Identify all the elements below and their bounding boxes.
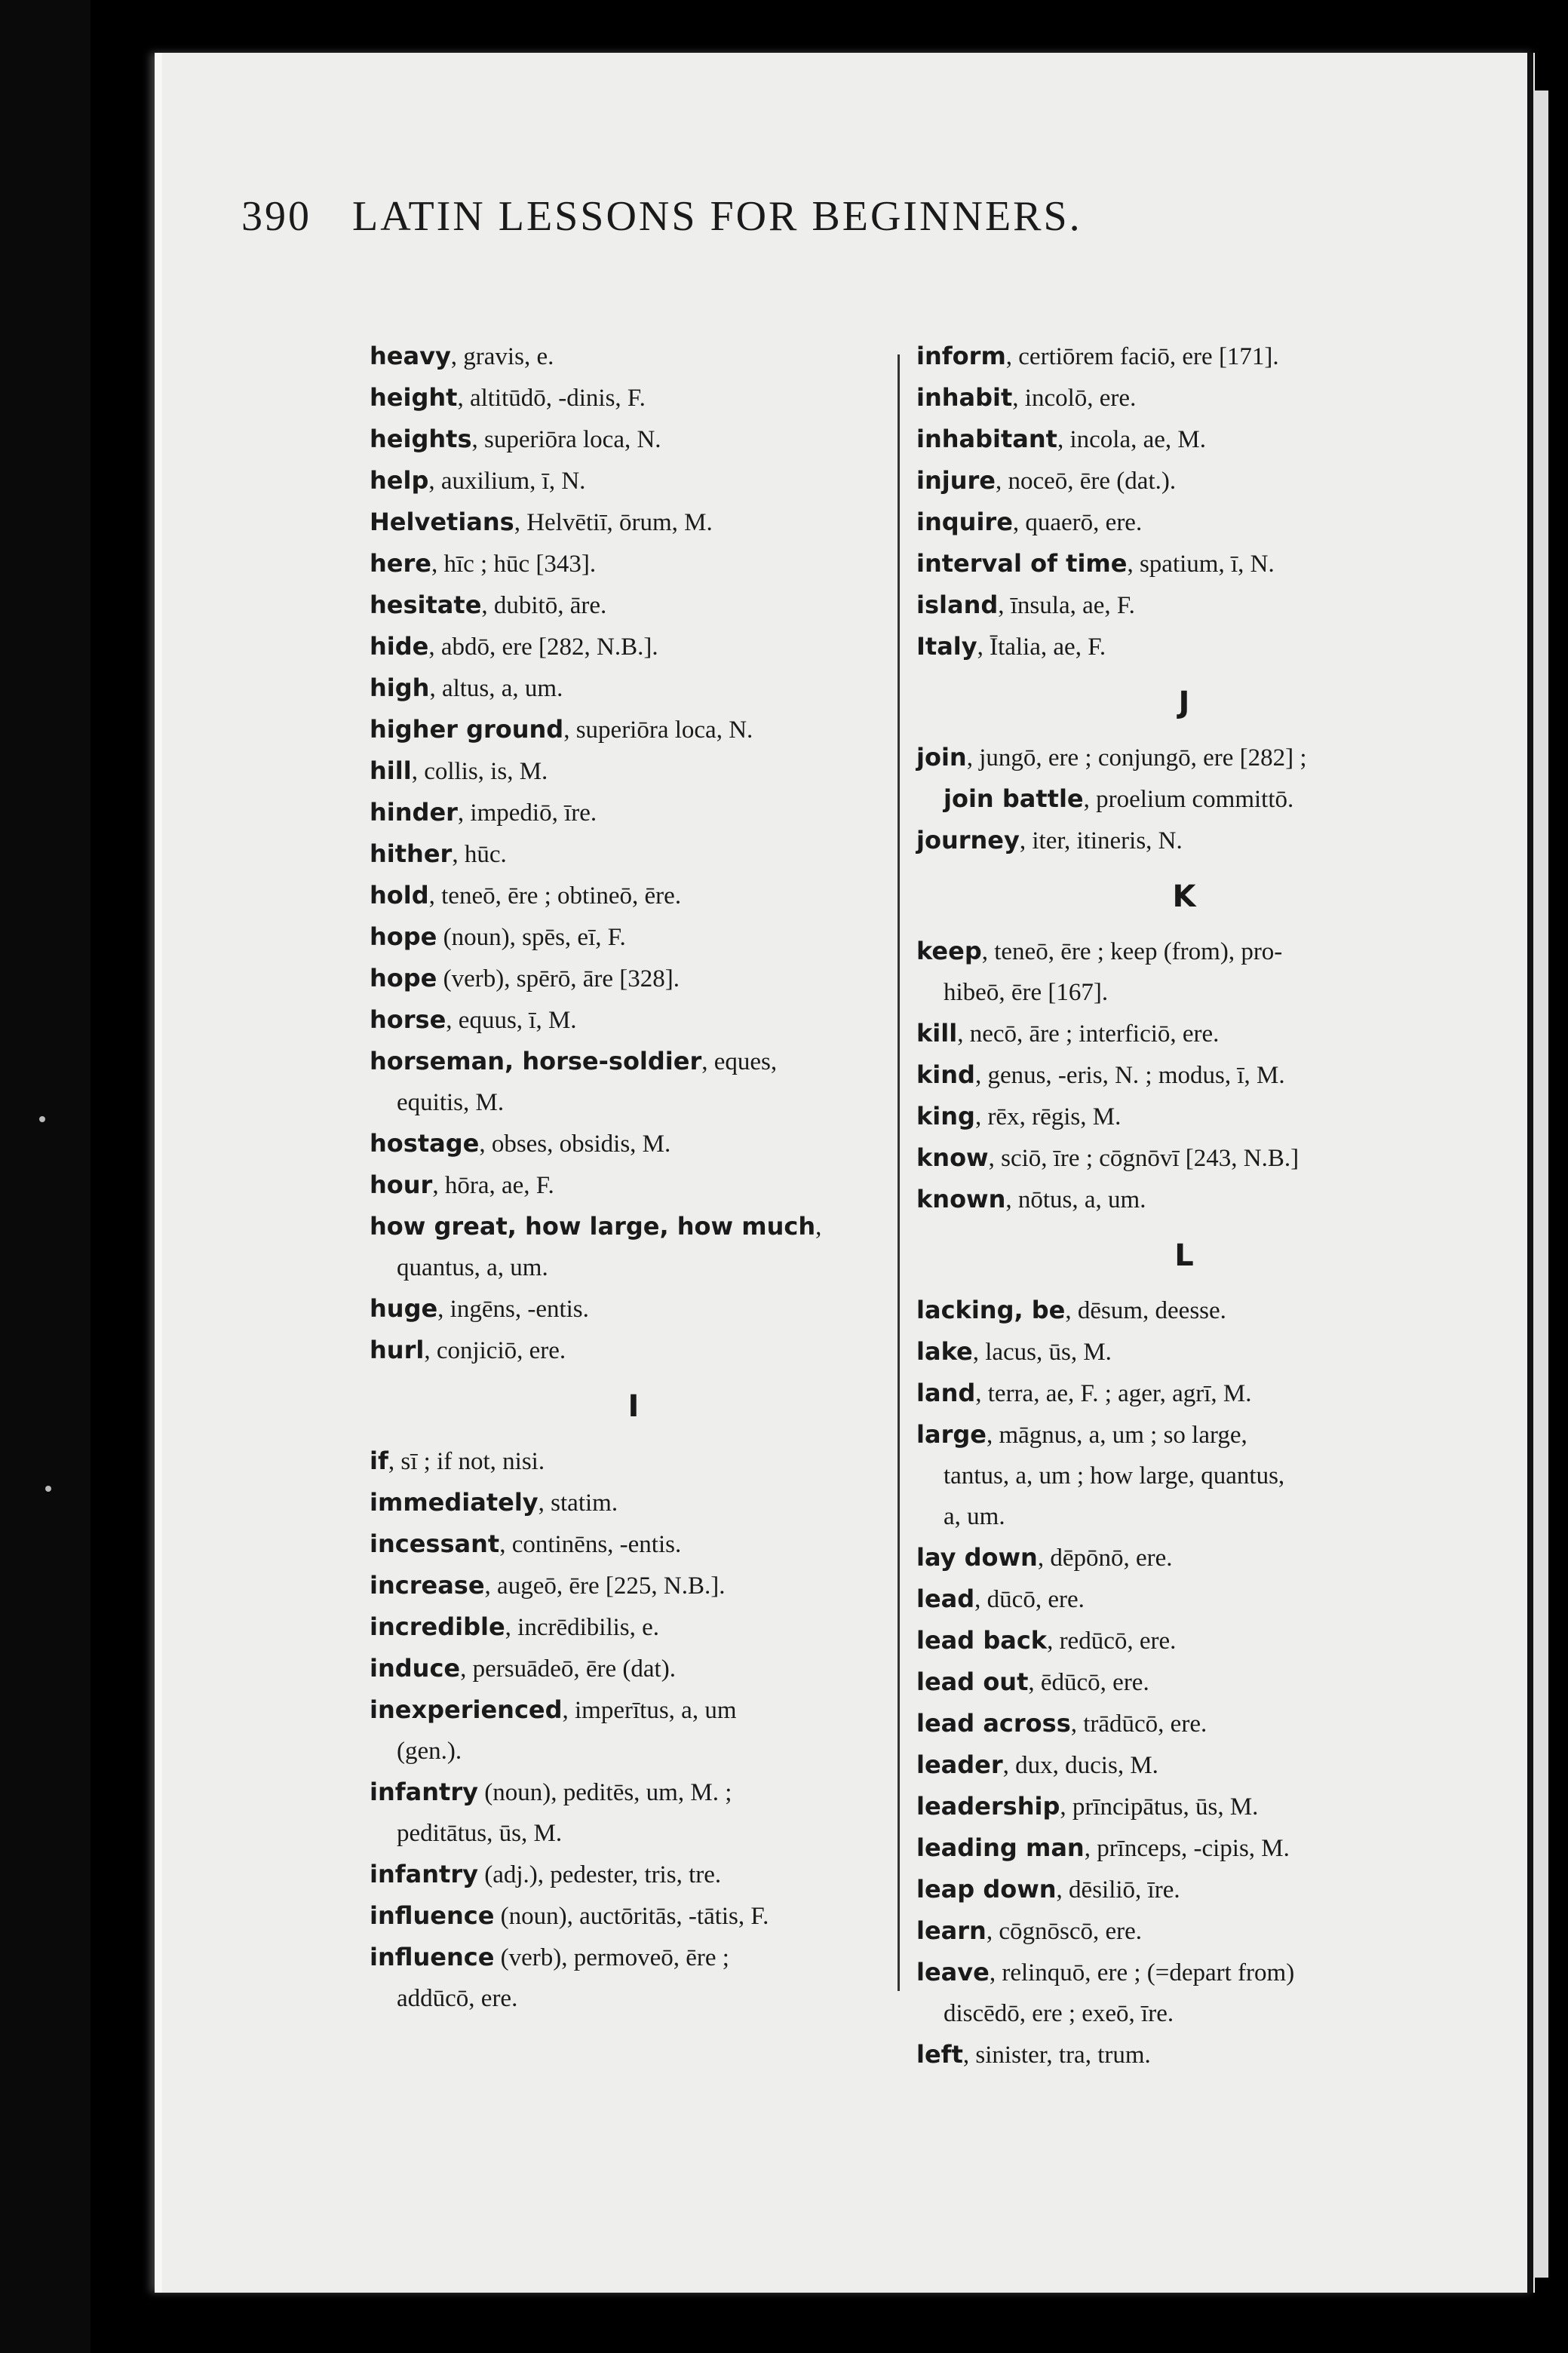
headword: how great, how large, how much bbox=[370, 1212, 816, 1241]
definition: , equus, ī, M. bbox=[446, 1007, 577, 1034]
dictionary-entry bbox=[370, 460, 898, 502]
dictionary-entry bbox=[370, 958, 898, 999]
definition: , prīnceps, -cipis, M. bbox=[1084, 1835, 1290, 1862]
headword: if bbox=[370, 1446, 388, 1475]
dictionary-entry bbox=[916, 1373, 1452, 1414]
definition: , dux, ducis, M. bbox=[1002, 1752, 1158, 1779]
headword: hide bbox=[370, 632, 429, 661]
scan-speck bbox=[39, 1116, 45, 1122]
definition: , obses, obsidis, M. bbox=[479, 1130, 671, 1158]
definition: , rēx, rēgis, M. bbox=[974, 1103, 1122, 1130]
definition: , trādūcō, ere. bbox=[1070, 1710, 1207, 1738]
dictionary-entry bbox=[370, 667, 898, 709]
dictionary-entry bbox=[370, 1689, 898, 1772]
definition: , īnsula, ae, F. bbox=[998, 592, 1135, 619]
headword: island bbox=[916, 591, 999, 619]
headword: inquire bbox=[916, 508, 1013, 536]
headword: inform bbox=[916, 342, 1006, 370]
definition: , ēdūcō, ere. bbox=[1028, 1669, 1149, 1696]
headword: horse bbox=[370, 1005, 446, 1034]
dictionary-entry bbox=[370, 1937, 898, 2019]
definition: , sinister, tra, trum. bbox=[962, 2042, 1151, 2069]
dictionary-entry bbox=[916, 377, 1452, 419]
section-letter: L bbox=[1174, 1238, 1194, 1273]
headword: lay down bbox=[916, 1543, 1038, 1572]
definition: , terra, ae, F. ; ager, agrī, M. bbox=[975, 1380, 1252, 1407]
definition: (verb), permoveō, ēre ; bbox=[494, 1944, 729, 1971]
dictionary-entry bbox=[916, 820, 1452, 861]
dictionary-entry bbox=[916, 1952, 1452, 2034]
headword: inhabitant bbox=[916, 425, 1057, 453]
section-letter: K bbox=[1172, 879, 1196, 914]
headword: high bbox=[370, 673, 430, 702]
definition: , incrēdibilis, e. bbox=[505, 1614, 660, 1641]
definition: , Ītalia, ae, F. bbox=[977, 634, 1106, 661]
dictionary-entry bbox=[370, 750, 898, 792]
dictionary-entry bbox=[370, 875, 898, 916]
headword: journey bbox=[916, 826, 1020, 854]
headword: large bbox=[916, 1420, 987, 1449]
definition: , dēsiliō, īre. bbox=[1056, 1876, 1180, 1904]
definition: , teneō, ēre ; obtineō, ēre. bbox=[428, 882, 682, 910]
dictionary-entry bbox=[916, 778, 1452, 820]
definition: , dēsum, deesse. bbox=[1065, 1297, 1226, 1324]
definition: , abdō, ere [282, N.B.]. bbox=[428, 634, 658, 661]
definition-continuation: (gen.). bbox=[397, 1738, 462, 1765]
headword: injure bbox=[916, 466, 996, 495]
definition: , cōgnōscō, ere. bbox=[986, 1918, 1142, 1945]
headword: heavy bbox=[370, 342, 451, 370]
headword: horseman, horse-soldier bbox=[370, 1047, 702, 1075]
headword: join bbox=[916, 743, 967, 772]
headword: infantry bbox=[370, 1860, 478, 1888]
page-number: 390 bbox=[241, 193, 311, 240]
dictionary-entry bbox=[370, 502, 898, 543]
dictionary-entry bbox=[370, 1164, 898, 1206]
definition: , hīc ; hūc [343]. bbox=[431, 551, 597, 578]
scan-speck bbox=[45, 1486, 51, 1492]
definition: , certiōrem faciō, ere [171]. bbox=[1005, 343, 1279, 370]
headword: hour bbox=[370, 1170, 433, 1199]
definition: , superiōra loca, N. bbox=[563, 716, 753, 744]
dictionary-entry bbox=[370, 1565, 898, 1606]
dictionary-entry bbox=[916, 1137, 1452, 1179]
dictionary-entry bbox=[916, 1869, 1452, 1910]
definition: , incolō, ere. bbox=[1012, 385, 1137, 412]
definition-continuation: quantus, a, um. bbox=[397, 1254, 548, 1281]
dictionary-entry bbox=[916, 737, 1452, 778]
headword: interval of time bbox=[916, 549, 1128, 578]
headword: keep bbox=[916, 937, 982, 965]
dictionary-entry bbox=[370, 792, 898, 833]
running-title: LATIN LESSONS FOR BEGINNERS. bbox=[352, 193, 1082, 240]
definition: , proelium committō. bbox=[1083, 786, 1294, 813]
definition: , auxilium, ī, N. bbox=[428, 468, 586, 495]
dictionary-entry bbox=[370, 1523, 898, 1565]
headword: hope bbox=[370, 964, 437, 992]
dictionary-entry bbox=[916, 1620, 1452, 1661]
definition: (verb), spērō, āre [328]. bbox=[437, 965, 680, 992]
definition: , necō, āre ; interficiō, ere. bbox=[957, 1020, 1220, 1048]
headword: leadership bbox=[916, 1792, 1060, 1821]
headword: kill bbox=[916, 1019, 958, 1048]
headword: leap down bbox=[916, 1875, 1057, 1904]
dictionary-entry bbox=[916, 1179, 1452, 1220]
headword: inhabit bbox=[916, 383, 1013, 412]
definition-continuation: a, um. bbox=[944, 1503, 1005, 1530]
dictionary-entry bbox=[370, 1606, 898, 1648]
definition: , dubitō, āre. bbox=[481, 592, 607, 619]
headword: higher ground bbox=[370, 715, 564, 744]
headword: king bbox=[916, 1102, 975, 1130]
definition-continuation: hibeō, ēre [167]. bbox=[944, 979, 1109, 1006]
headword: hinder bbox=[370, 798, 458, 827]
left-column bbox=[370, 336, 898, 2019]
definition-continuation: peditātus, ūs, M. bbox=[397, 1820, 563, 1847]
definition: , noceō, ēre (dat.). bbox=[995, 468, 1177, 495]
definition: , nōtus, a, um. bbox=[1005, 1186, 1146, 1213]
dictionary-entry bbox=[916, 1661, 1452, 1703]
dictionary-entry bbox=[916, 1054, 1452, 1096]
headword: infantry bbox=[370, 1778, 478, 1806]
headword: hope bbox=[370, 922, 437, 951]
headword: known bbox=[916, 1185, 1006, 1213]
headword: lead across bbox=[916, 1709, 1071, 1738]
definition: , incola, ae, M. bbox=[1057, 426, 1206, 453]
definition: , jungō, ere ; conjungō, ere [282] ; bbox=[966, 744, 1307, 772]
definition: , conjiciō, ere. bbox=[424, 1337, 566, 1364]
headword: huge bbox=[370, 1294, 438, 1323]
headword: hill bbox=[370, 756, 412, 785]
dictionary-entry bbox=[916, 336, 1452, 377]
dictionary-entry bbox=[370, 1895, 898, 1937]
section-letter: J bbox=[1178, 686, 1190, 720]
headword: immediately bbox=[370, 1488, 539, 1517]
dictionary-entry bbox=[916, 1910, 1452, 1952]
definition: (noun), peditēs, um, M. ; bbox=[477, 1779, 732, 1806]
dictionary-entry bbox=[916, 1786, 1452, 1827]
dictionary-entry bbox=[370, 377, 898, 419]
dictionary-entry bbox=[916, 1331, 1452, 1373]
headword: incessant bbox=[370, 1529, 500, 1558]
definition: , persuādeō, ēre (dat). bbox=[460, 1655, 676, 1683]
headword: induce bbox=[370, 1654, 461, 1683]
definition-continuation: addūcō, ere. bbox=[397, 1985, 518, 2012]
definition: , quaerō, ere. bbox=[1012, 509, 1143, 536]
dictionary-entry bbox=[916, 543, 1452, 584]
definition: , altus, a, um. bbox=[429, 675, 563, 702]
definition: , dūcō, ere. bbox=[974, 1586, 1085, 1613]
definition: , statim. bbox=[538, 1489, 618, 1517]
dictionary-entry bbox=[916, 460, 1452, 502]
definition: , genus, -eris, N. ; modus, ī, M. bbox=[974, 1062, 1285, 1089]
headword: left bbox=[916, 2040, 963, 2069]
definition: , sī ; if not, nisi. bbox=[388, 1448, 545, 1475]
headword: kind bbox=[916, 1060, 975, 1089]
dictionary-entry bbox=[916, 1537, 1452, 1578]
definition: , hūc. bbox=[452, 841, 507, 868]
definition: , eques, bbox=[701, 1048, 778, 1075]
headword: hostage bbox=[370, 1129, 480, 1158]
dictionary-entry bbox=[370, 833, 898, 875]
next-page-edge bbox=[1533, 90, 1548, 2278]
dictionary-entry bbox=[916, 1013, 1452, 1054]
dictionary-entry bbox=[916, 1703, 1452, 1744]
headword: lead out bbox=[916, 1667, 1029, 1696]
definition-continuation: tantus, a, um ; how large, quantus, bbox=[944, 1462, 1285, 1489]
dictionary-entry bbox=[370, 709, 898, 750]
dictionary-entry bbox=[370, 1330, 898, 1371]
definition: , prīncipātus, ūs, M. bbox=[1060, 1793, 1259, 1821]
section-letter: I bbox=[628, 1389, 640, 1424]
dictionary-entry bbox=[916, 1744, 1452, 1786]
definition: (noun), auctōritās, -tātis, F. bbox=[494, 1903, 769, 1930]
headword: help bbox=[370, 466, 429, 495]
definition: , collis, is, M. bbox=[411, 758, 548, 785]
definition: (adj.), pedester, tris, tre. bbox=[477, 1861, 722, 1888]
dictionary-entry bbox=[370, 584, 898, 626]
definition: , continēns, -entis. bbox=[499, 1531, 682, 1558]
definition: , altitūdō, -dinis, F. bbox=[457, 385, 646, 412]
dictionary-entry bbox=[916, 931, 1452, 1013]
headword: Italy bbox=[916, 632, 977, 661]
headword: leave bbox=[916, 1958, 990, 1986]
dictionary-entry bbox=[370, 1440, 898, 1482]
headword: join battle bbox=[944, 784, 1084, 813]
dictionary-entry bbox=[370, 1288, 898, 1330]
page-header bbox=[241, 192, 1297, 253]
dictionary-entry bbox=[370, 1123, 898, 1164]
dictionary-entry bbox=[370, 336, 898, 377]
definition: , augeō, ēre [225, N.B.]. bbox=[484, 1572, 726, 1600]
dictionary-entry bbox=[370, 543, 898, 584]
definition: , spatium, ī, N. bbox=[1127, 551, 1275, 578]
headword: land bbox=[916, 1379, 976, 1407]
definition: , lacus, ūs, M. bbox=[972, 1339, 1112, 1366]
headword: increase bbox=[370, 1571, 485, 1600]
definition: , impediō, īre. bbox=[457, 799, 597, 827]
headword: influence bbox=[370, 1901, 495, 1930]
definition: , gravis, e. bbox=[450, 343, 554, 370]
dictionary-entry bbox=[370, 1206, 898, 1288]
headword: hold bbox=[370, 881, 429, 910]
definition: , superiōra loca, N. bbox=[471, 426, 661, 453]
dictionary-entry bbox=[370, 1482, 898, 1523]
headword: here bbox=[370, 549, 431, 578]
definition: , redūcō, ere. bbox=[1047, 1627, 1177, 1655]
definition: , Helvētiī, ōrum, M. bbox=[514, 509, 713, 536]
definition: , ingēns, -entis. bbox=[437, 1296, 589, 1323]
dictionary-entry bbox=[370, 419, 898, 460]
definition: , iter, itineris, N. bbox=[1019, 827, 1183, 854]
headword: lead back bbox=[916, 1626, 1048, 1655]
headword: hither bbox=[370, 839, 453, 868]
definition: , māgnus, a, um ; so large, bbox=[986, 1422, 1247, 1449]
column-divider bbox=[898, 354, 900, 1991]
right-column bbox=[916, 336, 1452, 2075]
headword: hurl bbox=[370, 1336, 425, 1364]
definition: , bbox=[815, 1213, 822, 1241]
headword: inexperienced bbox=[370, 1695, 563, 1724]
dictionary-entry bbox=[916, 502, 1452, 543]
dictionary-entry bbox=[916, 584, 1452, 626]
headword: Helvetians bbox=[370, 508, 514, 536]
dictionary-entry bbox=[916, 626, 1452, 667]
page-gutter bbox=[1527, 53, 1533, 2293]
definition: , dēpōnō, ere. bbox=[1037, 1545, 1173, 1572]
dictionary-entry bbox=[370, 1854, 898, 1895]
definition-continuation: discēdō, ere ; exeō, īre. bbox=[944, 2000, 1174, 2027]
dictionary-entry bbox=[916, 2034, 1452, 2075]
dictionary-entry bbox=[370, 626, 898, 667]
dictionary-entry bbox=[916, 419, 1452, 460]
definition: , teneō, ēre ; keep (from), pro- bbox=[981, 938, 1283, 965]
dictionary-entry bbox=[916, 1827, 1452, 1869]
dictionary-entry bbox=[916, 1290, 1452, 1331]
headword: height bbox=[370, 383, 458, 412]
headword: hesitate bbox=[370, 591, 482, 619]
dictionary-entry bbox=[370, 916, 898, 958]
dictionary-entry bbox=[916, 1096, 1452, 1137]
definition: , sciō, īre ; cōgnōvī [243, N.B.] bbox=[988, 1145, 1300, 1172]
headword: incredible bbox=[370, 1612, 505, 1641]
dictionary-entry bbox=[370, 1772, 898, 1854]
dictionary-entry bbox=[370, 1041, 898, 1123]
dictionary-entry bbox=[370, 1648, 898, 1689]
dictionary-entry bbox=[916, 1578, 1452, 1620]
definition: , hōra, ae, F. bbox=[432, 1172, 554, 1199]
headword: know bbox=[916, 1143, 989, 1172]
definition: , imperītus, a, um bbox=[562, 1697, 737, 1724]
definition: (noun), spēs, eī, F. bbox=[437, 924, 626, 951]
headword: influence bbox=[370, 1943, 495, 1971]
headword: leader bbox=[916, 1750, 1003, 1779]
definition-continuation: equitis, M. bbox=[397, 1089, 505, 1116]
headword: learn bbox=[916, 1916, 987, 1945]
headword: lake bbox=[916, 1337, 973, 1366]
dictionary-entry bbox=[370, 999, 898, 1041]
headword: leading man bbox=[916, 1833, 1085, 1862]
definition: , relinquō, ere ; (=depart from) bbox=[989, 1959, 1295, 1986]
headword: heights bbox=[370, 425, 472, 453]
headword: lead bbox=[916, 1585, 975, 1613]
dictionary-entry bbox=[916, 1414, 1452, 1537]
scan-background bbox=[0, 0, 91, 2353]
headword: lacking, be bbox=[916, 1296, 1066, 1324]
